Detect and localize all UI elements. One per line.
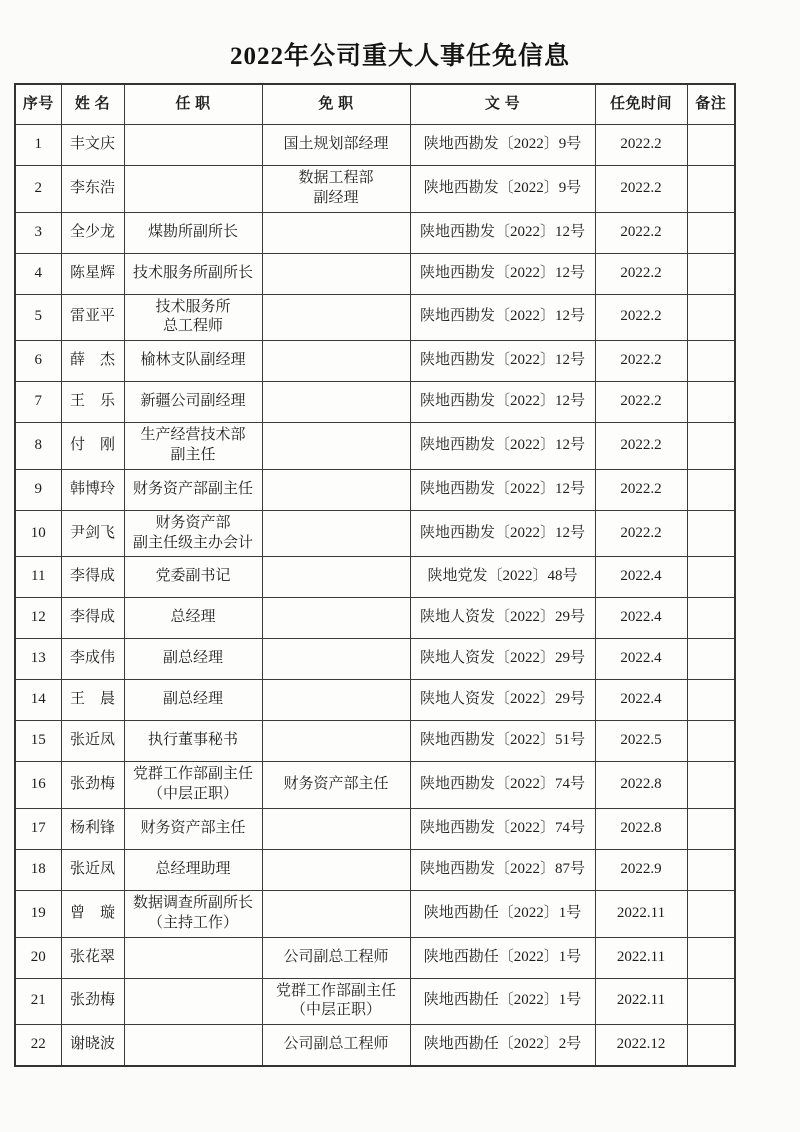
cell-doc-number: 陕地人资发〔2022〕29号	[410, 598, 595, 639]
cell-name: 雷亚平	[61, 294, 124, 341]
cell-dismissal	[262, 849, 410, 890]
table-row	[15, 762, 735, 809]
cell-date: 2022.2	[595, 166, 687, 213]
cell-doc-number: 陕地西勘发〔2022〕9号	[410, 125, 595, 166]
column-header-appointment: 任 职	[124, 84, 262, 125]
cell-date: 2022.4	[595, 680, 687, 721]
cell-name: 付 刚	[61, 423, 124, 470]
cell-name: 李得成	[61, 557, 124, 598]
cell-name: 尹剑飞	[61, 510, 124, 557]
cell-dismissal	[262, 382, 410, 423]
cell-appointment: 财务资产部 副主任级主办会计	[124, 510, 262, 557]
cell-dismissal	[262, 890, 410, 937]
cell-remark	[687, 639, 735, 680]
table-row	[15, 1025, 735, 1067]
cell-appointment: 技术服务所 总工程师	[124, 294, 262, 341]
cell-date: 2022.8	[595, 808, 687, 849]
table-row	[15, 294, 735, 341]
cell-name: 杨利锋	[61, 808, 124, 849]
cell-date: 2022.2	[595, 510, 687, 557]
cell-date: 2022.2	[595, 423, 687, 470]
cell-date: 2022.11	[595, 978, 687, 1025]
table-row	[15, 721, 735, 762]
cell-appointment: 总经理助理	[124, 849, 262, 890]
cell-date: 2022.2	[595, 469, 687, 510]
cell-doc-number: 陕地西勘任〔2022〕1号	[410, 937, 595, 978]
cell-no: 2	[15, 166, 61, 213]
table-row	[15, 212, 735, 253]
table-row	[15, 680, 735, 721]
column-header-remark: 备注	[687, 84, 735, 125]
cell-remark	[687, 978, 735, 1025]
cell-doc-number: 陕地西勘发〔2022〕12号	[410, 253, 595, 294]
cell-name: 张花翠	[61, 937, 124, 978]
cell-remark	[687, 890, 735, 937]
cell-no: 17	[15, 808, 61, 849]
cell-name: 张劲梅	[61, 762, 124, 809]
cell-dismissal	[262, 341, 410, 382]
cell-remark	[687, 166, 735, 213]
cell-appointment: 财务资产部主任	[124, 808, 262, 849]
cell-no: 22	[15, 1025, 61, 1067]
cell-name: 张近凤	[61, 721, 124, 762]
cell-name: 李东浩	[61, 166, 124, 213]
cell-date: 2022.5	[595, 721, 687, 762]
cell-dismissal: 财务资产部主任	[262, 762, 410, 809]
cell-dismissal	[262, 212, 410, 253]
cell-appointment	[124, 125, 262, 166]
cell-dismissal	[262, 808, 410, 849]
cell-doc-number: 陕地西勘发〔2022〕12号	[410, 212, 595, 253]
table-row	[15, 469, 735, 510]
cell-date: 2022.2	[595, 253, 687, 294]
cell-appointment: 煤勘所副所长	[124, 212, 262, 253]
table-row	[15, 598, 735, 639]
cell-remark	[687, 680, 735, 721]
table-row	[15, 341, 735, 382]
personnel-table	[14, 83, 736, 1067]
cell-appointment: 新疆公司副经理	[124, 382, 262, 423]
cell-dismissal	[262, 557, 410, 598]
page-title: 2022年公司重大人事任免信息	[229, 43, 570, 70]
cell-appointment: 技术服务所副所长	[124, 253, 262, 294]
cell-doc-number: 陕地西勘发〔2022〕12号	[410, 423, 595, 470]
cell-date: 2022.9	[595, 849, 687, 890]
cell-no: 1	[15, 125, 61, 166]
cell-dismissal	[262, 510, 410, 557]
cell-doc-number: 陕地西勘任〔2022〕1号	[410, 890, 595, 937]
column-header-name: 姓 名	[61, 84, 124, 125]
cell-date: 2022.4	[595, 639, 687, 680]
cell-doc-number: 陕地西勘发〔2022〕12号	[410, 341, 595, 382]
table-row	[15, 808, 735, 849]
table-row	[15, 510, 735, 557]
cell-name: 张劲梅	[61, 978, 124, 1025]
cell-appointment	[124, 937, 262, 978]
cell-date: 2022.2	[595, 125, 687, 166]
cell-name: 薛 杰	[61, 341, 124, 382]
cell-appointment: 总经理	[124, 598, 262, 639]
cell-no: 12	[15, 598, 61, 639]
cell-date: 2022.2	[595, 212, 687, 253]
cell-appointment: 党委副书记	[124, 557, 262, 598]
cell-no: 16	[15, 762, 61, 809]
cell-no: 7	[15, 382, 61, 423]
cell-doc-number: 陕地西勘发〔2022〕87号	[410, 849, 595, 890]
table-row	[15, 937, 735, 978]
cell-name: 全少龙	[61, 212, 124, 253]
cell-doc-number: 陕地西勘发〔2022〕74号	[410, 808, 595, 849]
cell-appointment: 副总经理	[124, 680, 262, 721]
cell-no: 20	[15, 937, 61, 978]
cell-name: 张近凤	[61, 849, 124, 890]
table-row	[15, 382, 735, 423]
cell-no: 13	[15, 639, 61, 680]
table-row	[15, 557, 735, 598]
cell-name: 韩博玲	[61, 469, 124, 510]
cell-remark	[687, 557, 735, 598]
cell-doc-number: 陕地西勘发〔2022〕12号	[410, 510, 595, 557]
cell-doc-number: 陕地西勘发〔2022〕9号	[410, 166, 595, 213]
cell-remark	[687, 423, 735, 470]
cell-doc-number: 陕地西勘发〔2022〕12号	[410, 294, 595, 341]
cell-dismissal: 数据工程部 副经理	[262, 166, 410, 213]
cell-remark	[687, 808, 735, 849]
cell-appointment	[124, 166, 262, 213]
cell-remark	[687, 510, 735, 557]
column-header-date: 任免时间	[595, 84, 687, 125]
cell-remark	[687, 1025, 735, 1067]
cell-name: 李得成	[61, 598, 124, 639]
table-row	[15, 890, 735, 937]
cell-doc-number: 陕地人资发〔2022〕29号	[410, 680, 595, 721]
cell-appointment: 财务资产部副主任	[124, 469, 262, 510]
cell-no: 4	[15, 253, 61, 294]
cell-no: 15	[15, 721, 61, 762]
cell-name: 王 乐	[61, 382, 124, 423]
table-row	[15, 423, 735, 470]
cell-remark	[687, 341, 735, 382]
cell-appointment	[124, 1025, 262, 1067]
cell-remark	[687, 125, 735, 166]
cell-appointment: 榆林支队副经理	[124, 341, 262, 382]
cell-name: 丰文庆	[61, 125, 124, 166]
cell-date: 2022.4	[595, 598, 687, 639]
cell-dismissal	[262, 721, 410, 762]
cell-dismissal: 公司副总工程师	[262, 1025, 410, 1067]
cell-date: 2022.8	[595, 762, 687, 809]
cell-remark	[687, 382, 735, 423]
cell-remark	[687, 937, 735, 978]
cell-dismissal: 公司副总工程师	[262, 937, 410, 978]
cell-remark	[687, 253, 735, 294]
cell-dismissal	[262, 680, 410, 721]
table-row	[15, 849, 735, 890]
cell-remark	[687, 294, 735, 341]
cell-dismissal: 国土规划部经理	[262, 125, 410, 166]
cell-remark	[687, 212, 735, 253]
cell-dismissal	[262, 294, 410, 341]
cell-appointment: 数据调查所副所长 （主持工作）	[124, 890, 262, 937]
cell-no: 19	[15, 890, 61, 937]
cell-no: 8	[15, 423, 61, 470]
cell-doc-number: 陕地党发〔2022〕48号	[410, 557, 595, 598]
cell-date: 2022.4	[595, 557, 687, 598]
column-header-dismissal: 免 职	[262, 84, 410, 125]
cell-appointment: 生产经营技术部 副主任	[124, 423, 262, 470]
cell-no: 11	[15, 557, 61, 598]
cell-date: 2022.2	[595, 294, 687, 341]
cell-remark	[687, 469, 735, 510]
cell-date: 2022.2	[595, 382, 687, 423]
cell-name: 陈星辉	[61, 253, 124, 294]
cell-date: 2022.12	[595, 1025, 687, 1067]
cell-no: 9	[15, 469, 61, 510]
table-row	[15, 253, 735, 294]
cell-remark	[687, 762, 735, 809]
cell-no: 14	[15, 680, 61, 721]
cell-appointment: 执行董事秘书	[124, 721, 262, 762]
cell-no: 5	[15, 294, 61, 341]
cell-remark	[687, 721, 735, 762]
table-row	[15, 978, 735, 1025]
cell-dismissal	[262, 253, 410, 294]
column-header-no: 序号	[15, 84, 61, 125]
table-row	[15, 166, 735, 213]
table-header-row	[15, 84, 735, 125]
cell-no: 18	[15, 849, 61, 890]
cell-name: 王 晨	[61, 680, 124, 721]
cell-no: 3	[15, 212, 61, 253]
cell-dismissal	[262, 469, 410, 510]
cell-dismissal	[262, 639, 410, 680]
cell-date: 2022.11	[595, 890, 687, 937]
cell-name: 李成伟	[61, 639, 124, 680]
cell-doc-number: 陕地西勘发〔2022〕51号	[410, 721, 595, 762]
cell-date: 2022.11	[595, 937, 687, 978]
cell-doc-number: 陕地西勘任〔2022〕1号	[410, 978, 595, 1025]
cell-doc-number: 陕地人资发〔2022〕29号	[410, 639, 595, 680]
cell-remark	[687, 849, 735, 890]
cell-name: 谢晓波	[61, 1025, 124, 1067]
cell-date: 2022.2	[595, 341, 687, 382]
table-row	[15, 639, 735, 680]
cell-no: 21	[15, 978, 61, 1025]
cell-dismissal	[262, 423, 410, 470]
cell-dismissal: 党群工作部副主任 （中层正职）	[262, 978, 410, 1025]
column-header-doc-number: 文 号	[410, 84, 595, 125]
cell-doc-number: 陕地西勘发〔2022〕12号	[410, 382, 595, 423]
cell-appointment: 副总经理	[124, 639, 262, 680]
cell-appointment: 党群工作部副主任 （中层正职）	[124, 762, 262, 809]
table-row	[15, 125, 735, 166]
cell-name: 曾 璇	[61, 890, 124, 937]
cell-doc-number: 陕地西勘任〔2022〕2号	[410, 1025, 595, 1067]
cell-appointment	[124, 978, 262, 1025]
cell-dismissal	[262, 598, 410, 639]
cell-no: 10	[15, 510, 61, 557]
cell-no: 6	[15, 341, 61, 382]
cell-doc-number: 陕地西勘发〔2022〕74号	[410, 762, 595, 809]
cell-doc-number: 陕地西勘发〔2022〕12号	[410, 469, 595, 510]
cell-remark	[687, 598, 735, 639]
table-body	[15, 125, 735, 1067]
